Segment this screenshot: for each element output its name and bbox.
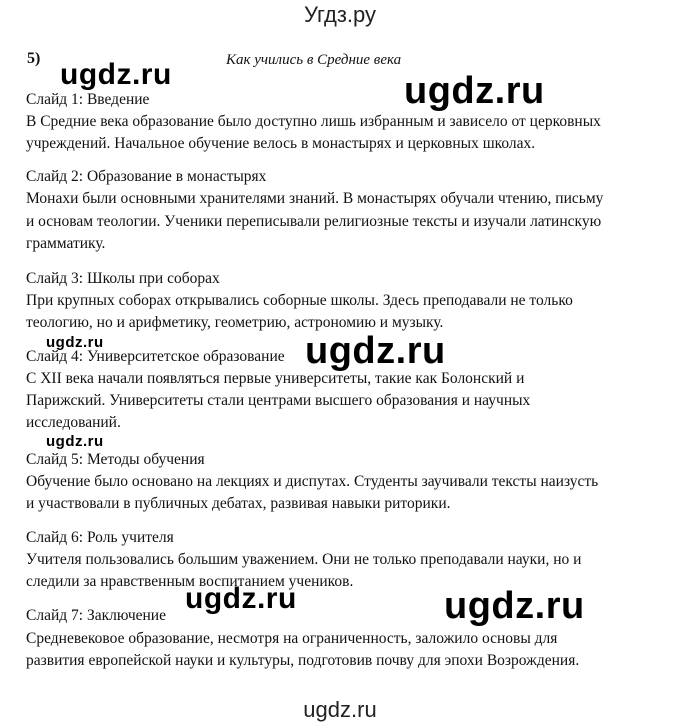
watermark: ugdz.ru xyxy=(444,585,585,627)
watermark: ugdz.ru xyxy=(60,58,172,91)
slide-6-heading: Слайд 6: Роль учителя xyxy=(26,529,174,546)
slide-1-line-1: В Средние века образование было доступно лишь избранным и зависело от церковных xyxy=(26,113,601,130)
slide-5-line-1: Обучение было основано на лекциях и диспутах. Студенты заучивали тексты наизусть xyxy=(26,473,599,490)
site-footer: ugdz.ru xyxy=(303,697,377,722)
watermark: ugdz.ru xyxy=(305,330,446,372)
slide-6-line-1: Учителя пользовались большим уважением. Они не только преподавали науки, но и xyxy=(26,551,582,568)
slide-4-line-3: исследований. xyxy=(26,414,121,431)
slide-2-line-3: грамматику. xyxy=(26,235,106,252)
watermark: ugdz.ru xyxy=(404,70,545,112)
watermark: ugdz.ru xyxy=(185,582,297,615)
slide-3-heading: Слайд 3: Школы при соборах xyxy=(26,270,220,287)
slide-2-line-1: Монахи были основными хранителями знаний. В монастырях обучали чтению, письму xyxy=(26,190,604,207)
slide-3-line-1: При крупных соборах открывались соборные школы. Здесь преподавали не только xyxy=(26,292,573,309)
site-header: Угдз.ру xyxy=(303,2,377,27)
slide-4-line-1: С XII века начали появляться первые университеты, такие как Болонский и xyxy=(26,370,525,387)
slide-4-line-2: Парижский. Университеты стали центрами высшего образования и научных xyxy=(26,392,531,409)
slide-4-heading: Слайд 4: Университетское образование xyxy=(26,348,285,365)
slide-7-heading: Слайд 7: Заключение xyxy=(26,607,166,624)
watermark: ugdz.ru xyxy=(46,433,104,450)
slide-2-heading: Слайд 2: Образование в монастырях xyxy=(26,168,267,185)
task-number: 5) xyxy=(27,50,41,67)
slide-1-heading: Слайд 1: Введение xyxy=(26,91,150,108)
slide-1-line-2: учреждений. Начальное обучение велось в монастырях и церковных школах. xyxy=(26,135,536,152)
watermark: ugdz.ru xyxy=(46,334,104,351)
slide-3-line-2: теологию, но и арифметику, геометрию, астрономию и музыку. xyxy=(26,314,444,331)
slide-5-line-2: и участвовали в публичных дебатах, развивая навыки риторики. xyxy=(26,495,451,512)
slide-7-line-2: развития европейской науки и культуры, подготовив почву для эпохи Возрождения. xyxy=(26,652,580,669)
slide-6-line-2: следили за нравственным воспитанием учеников. xyxy=(26,573,354,590)
slide-7-line-1: Средневековое образование, несмотря на ограниченность, заложило основы для xyxy=(26,630,558,647)
slide-5-heading: Слайд 5: Методы обучения xyxy=(26,451,205,468)
document-title: Как учились в Средние века xyxy=(226,52,402,68)
slide-2-line-2: и основам теологии. Ученики переписывали религиозные тексты и изучали латинскую xyxy=(26,213,602,230)
